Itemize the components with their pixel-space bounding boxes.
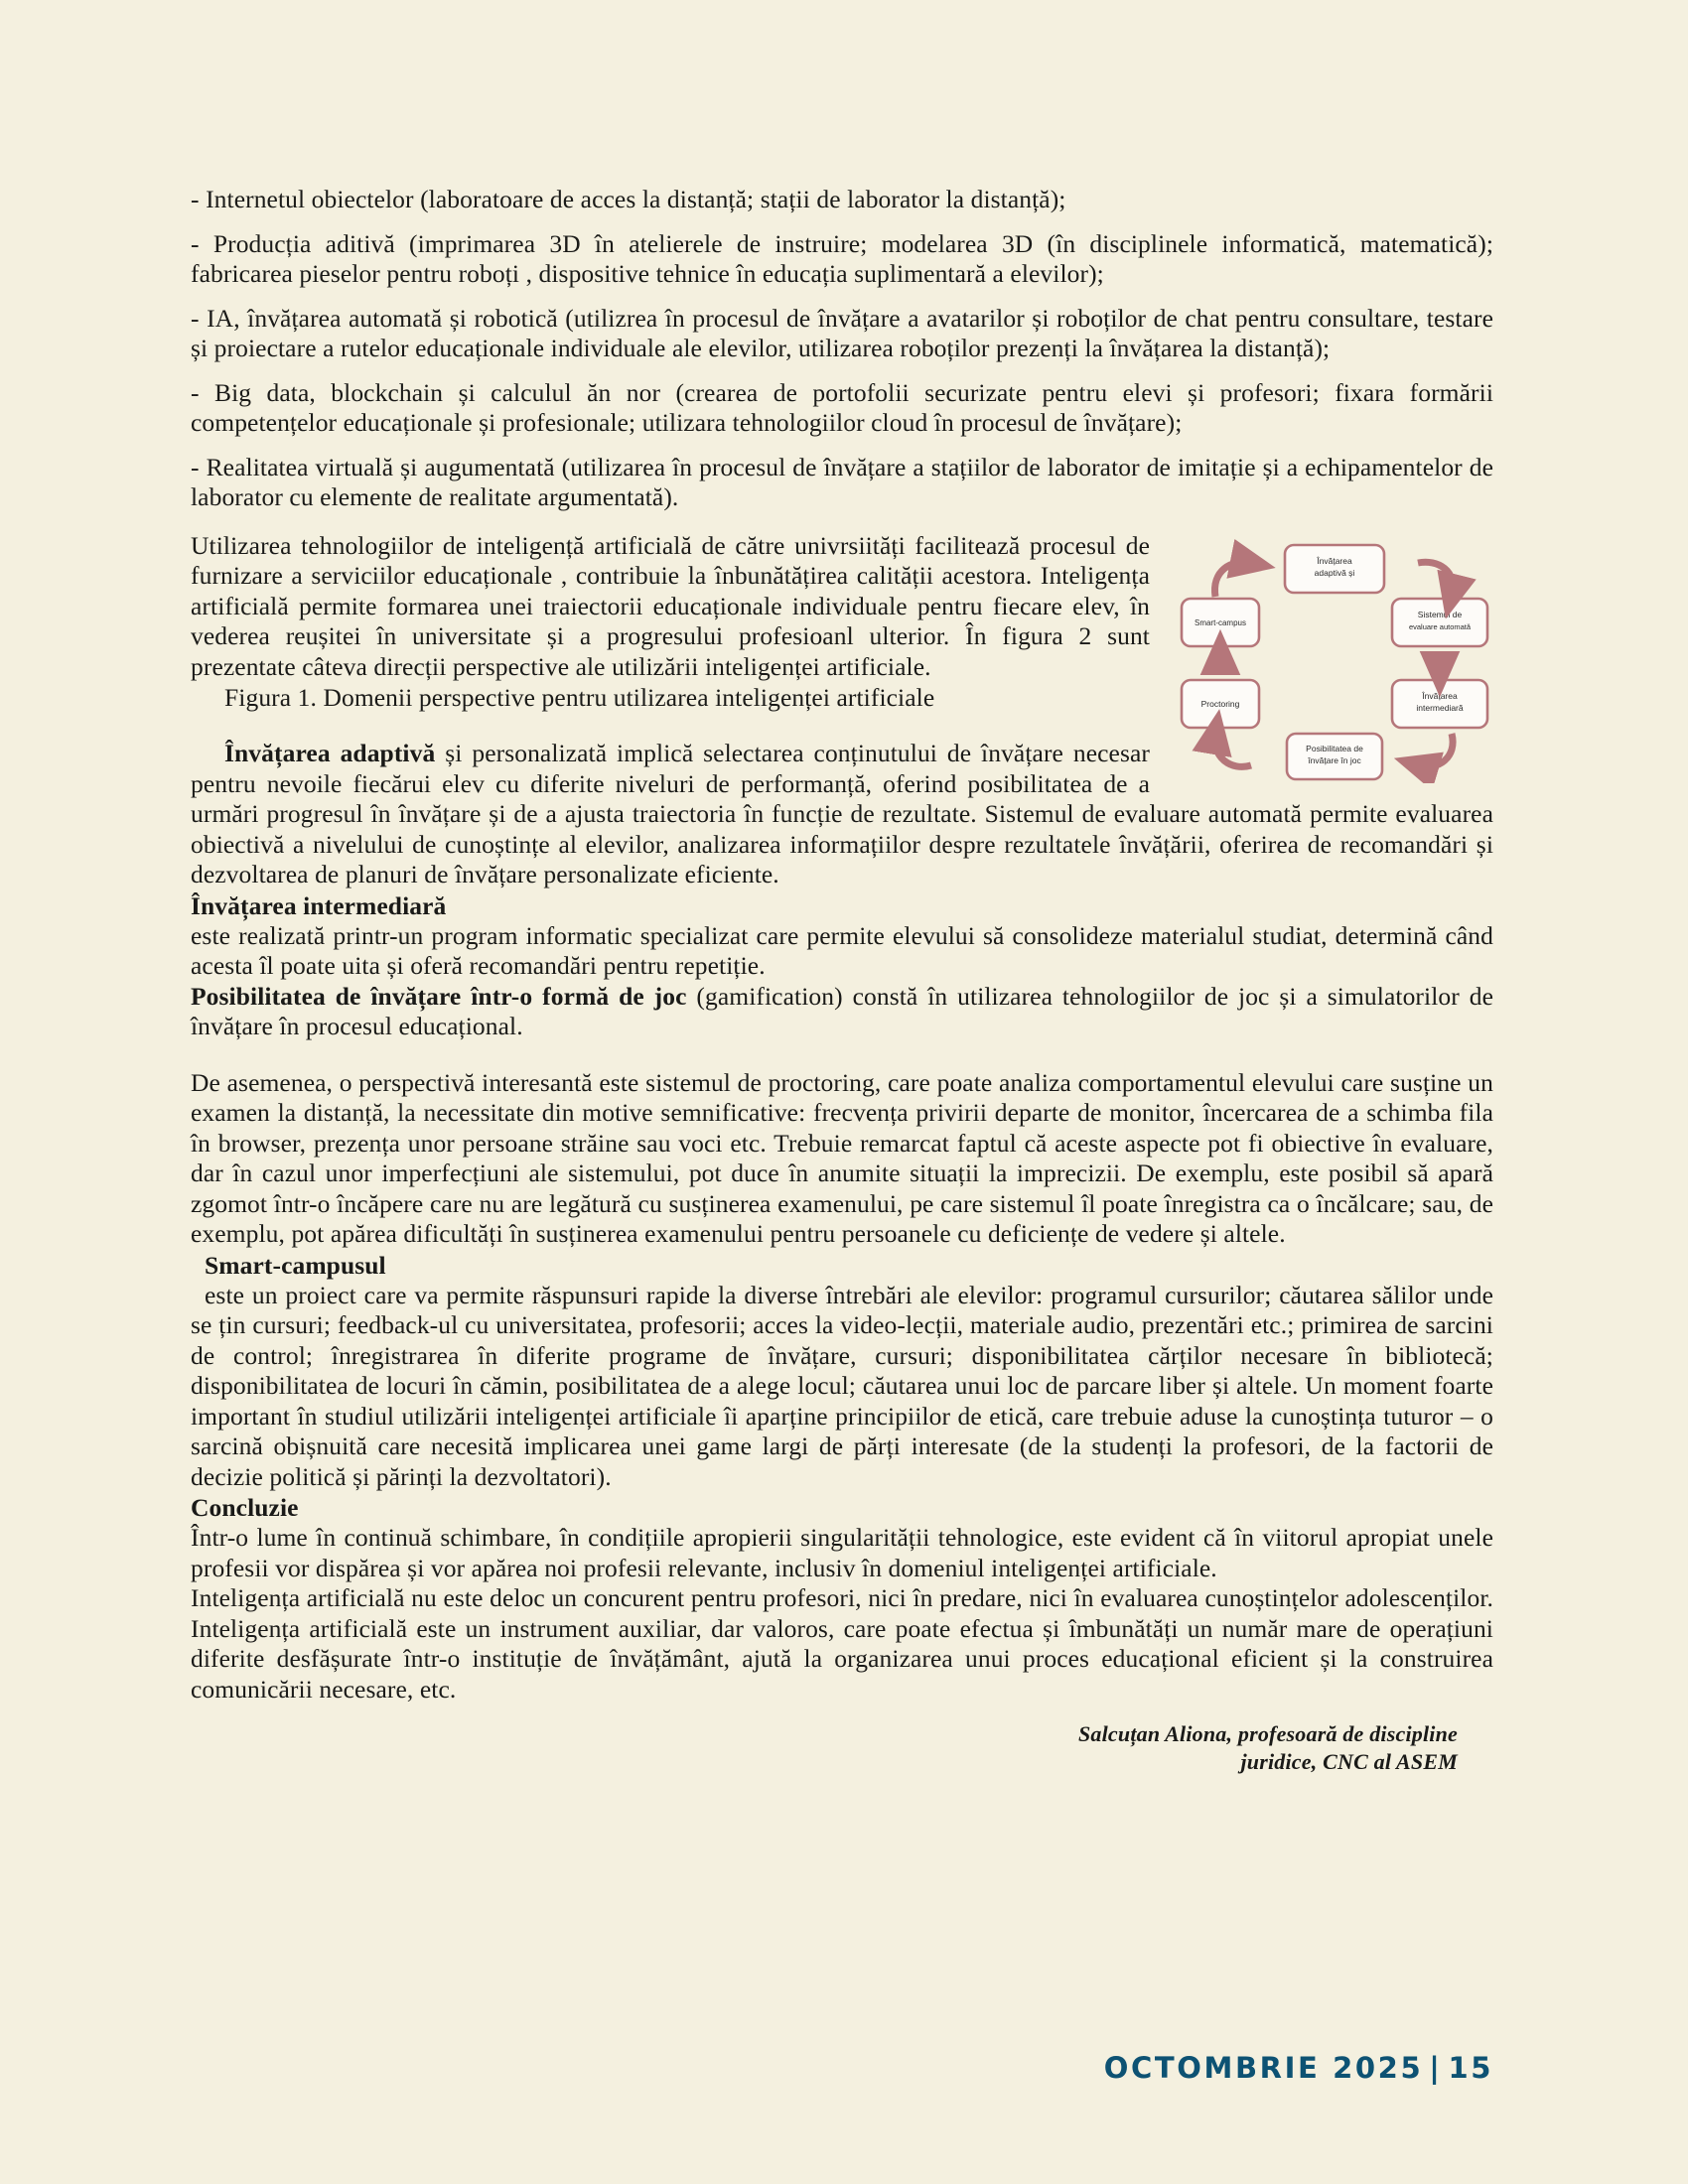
- bullet-ai-robotics: - IA, învățarea automată și robotică (utilizrea în procesul de învățare a avatarilor și roboților de chat pentru consultare, testare și proiectare a rutelor educaționale individuale ale elevilor, utilizarea roboților prezenți la învățarea la distanță);: [191, 303, 1493, 362]
- diagram-box-label: Învățarea: [1317, 555, 1352, 566]
- paragraph-utilizarea-tehnologiilor: Utilizarea tehnologiilor de inteligență artificială de către univrsiități facilitează procesul de furnizare a serviciilor educaționale , contribuie la înbunătățirea calității acestora. Inteligența artificială permite formarea unei traiectorii educaționale individuale pentru fiecare elev, în vederea reușitei în universitate și a progresului profesioanl ulterior. În figura 2 sunt prezentate câteva direcții perspective ale utilizării inteligenței artificiale.: [191, 530, 1150, 681]
- paragraph-concluzie-1: Într-o lume în continuă schimbare, în condițiile apropierii singularității tehnologice, este evident că în viitorul apropiat unele profesii vor dispărea și vor apărea noi profesii relevante, inclusiv în domeniul inteligenței artificiale.: [191, 1523, 1493, 1582]
- diagram-box-smart-campus: [1182, 599, 1259, 646]
- paragraph-body-text: (gamification) constă în utilizarea tehnologiilor de joc și a simulatorilor de învățare în procesul educațional.: [191, 981, 1493, 1040]
- paragraph-body-text: și personalizată implică selectarea conținutului de învățare necesar pentru nevoile fiecărui elev cu diferite niveluri de performanță, oferind posibilitatea de a urmări progresul în învățare și de a ajusta traiectoria în funcție de rezultate. Sistemul de evaluare automată permite evaluarea obiectivă a nivelului de cunoștințe al elevilor, analizarea informațiilor despre rezultatele învățării, oferirea de recomandări și dezvoltarea de planuri de învățare personalizate eficiente.: [191, 739, 1493, 888]
- footer-month-year: OCTOMBRIE 2025: [1103, 2051, 1424, 2085]
- footer-separator: |: [1429, 2051, 1443, 2085]
- footer-page-number: 15: [1448, 2051, 1493, 2085]
- diagram-box-label: evaluare automată: [1408, 621, 1472, 631]
- arrow-smartcampus-to-adaptiva: [1214, 562, 1251, 597]
- author-signature-line-2: juridice, CNC al ASEM: [1240, 1749, 1458, 1774]
- arrow-intermediara-to-joc: [1418, 734, 1453, 766]
- diagram-box-label: Învățarea: [1422, 690, 1458, 701]
- page-footer: [0, 2051, 1688, 2085]
- arrow-adaptiva-to-evaluare: [1418, 562, 1453, 595]
- paragraph-smart-campusul: este un proiect care va permite răspunsuri rapide la diverse întrebări ale elevilor: programul cursurilor; căutarea sălilor unde se țin cursuri; feedback-ul cu universitatea, profesorii; acces la video-lecții, materiale audio, prezentări etc.; primirea de sarcini de control; înregistrarea în diferite programe de învățare, cursuri; disponibilitatea cărților necesare în bibliotecă; disponibilitatea de locuri în cămin, posibilitatea de a alege locul; căutarea unui loc de parcare liber și altele. Un moment foarte important în studiul utilizării inteligenței artificiale îi aparține principiilor de etică, care trebuie aduse la cunoștința tuturor – o sarcină obișnuită care necesită implicarea unei game largi de părți interesate (de la studenți la profesori, de la factorii de decizie politică și părinți la dezvoltatori).: [191, 1280, 1493, 1491]
- bullet-virtual-reality: - Realitatea virtuală și augumentată (utilizarea în procesul de învățare a stațiilor de laborator de imitație și a echipamentelor de laborator cu elemente de realitate argumentată).: [191, 452, 1493, 511]
- diagram-box-invatarea-adaptiva: [1285, 545, 1384, 593]
- diagram-box-proctoring: [1182, 680, 1259, 728]
- arrow-joc-to-proctoring: [1214, 734, 1251, 766]
- heading-smart-campusul: Smart-campusul: [205, 1250, 386, 1280]
- bullet-iot: - Internetul obiectelor (laboratoare de acces la distanță; stații de laborator la distanță);: [191, 185, 1066, 213]
- paragraph-concluzie-2: Inteligența artificială nu este deloc un concurent pentru profesori, nici în predare, nici în evaluarea cunoștințelor adolescenților. Inteligența artificială este un instrument auxiliar, dar valoros, care poate efectua și îmbunătăți un număr mare de operațiuni diferite desfășurate într-o instituție de învățământ, ajută la organizarea unui proces educațional eficient și la construirea comunicării necesare, etc.: [191, 1583, 1493, 1704]
- heading-invatarea-intermediara: Învățarea intermediară: [191, 890, 447, 920]
- ai-domains-cycle-diagram: [1176, 533, 1493, 783]
- diagram-box-label: Proctoring: [1200, 698, 1240, 709]
- paragraph-lead-in-bold: Posibilitatea de învățare într-o formă de joc: [191, 981, 687, 1011]
- bullet-bigdata-blockchain: - Big data, blockchain și calculul ăn nor (crearea de portofolii securizate pentru elevi și profesori; fixara formării competențelor educaționale și profesionale; utilizara tehnologiilor cloud în procesul de învățare);: [191, 377, 1493, 437]
- figure-caption: Figura 1. Domenii perspective pentru utilizarea inteligenței artificiale: [224, 683, 935, 712]
- diagram-box-label: adaptivă și: [1314, 567, 1355, 578]
- diagram-box-label: Sistemul de: [1417, 609, 1463, 619]
- diagram-box-label: Posibilitatea de: [1306, 743, 1363, 753]
- bullet-additive-production: - Producția aditivă (imprimarea 3D în atelierele de instruire; modelarea 3D (în disciplinele informatică, matematică); fabricarea pieselor pentru roboți , dispositive tehnice în educația suplimentară a elevilor);: [191, 228, 1493, 288]
- diagram-box-sistemul-evaluare: [1392, 599, 1487, 646]
- diagram-box-invatarea-intermediara: [1392, 680, 1487, 728]
- heading-concluzie: Concluzie: [191, 1493, 299, 1522]
- paragraph-gamification: [191, 982, 1493, 1042]
- diagram-box-label: învățare în joc: [1308, 754, 1361, 765]
- paragraph-lead-in-bold: Învățarea adaptivă: [224, 739, 436, 767]
- paragraph-proctoring: De asemenea, o perspectivă interesantă este sistemul de proctoring, care poate analiza comportamentul elevului care susține un examen la distanță, la necessitate din motive semnificative: frecvența privirii departe de monitor, încercarea de a schimba fila în browser, prezența unor persoane străine sau voci etc. Trebuie remarcat faptul că aceste aspecte pot fi obiective în evaluare, dar în cazul unor imperfecțiuni ale sistemului, pot duce în anumite situații la imprecizii. De exemplu, este posibil să apară zgomot într-o încăpere care nu are legătură cu susținerea examenului, pe care sistemul îl poate înregistra ca o încălcare; sau, de exemplu, pot apărea dificultăți în susținerea examenului pentru persoanele cu deficiențe de vedere și altele.: [191, 1067, 1493, 1248]
- diagram-box-label: Smart-campus: [1194, 617, 1247, 627]
- figure-ai-domains: [1176, 533, 1493, 783]
- diagram-box-label: intermediară: [1416, 702, 1464, 713]
- diagram-box-posibilitatea-joc: [1287, 734, 1382, 779]
- author-signature: [191, 1720, 1493, 1776]
- author-signature-line-1: Salcuțan Aliona, profesoară de discipline: [1077, 1721, 1458, 1746]
- paragraph-invatarea-intermediara: este realizată printr-un program informatic specializat care permite elevului să consolideze materialul studiat, determină când acesta îl poate uita și oferă recomandări pentru repetiție.: [191, 920, 1493, 980]
- page-content: [191, 185, 1493, 1776]
